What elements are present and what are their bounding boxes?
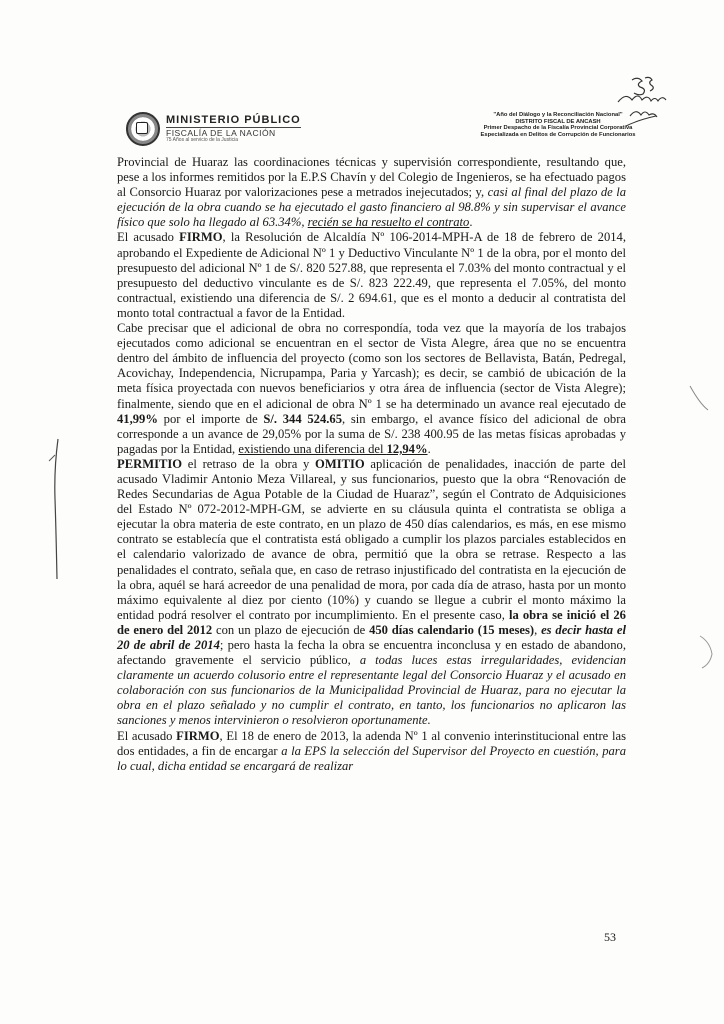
text-run: , El 18 de enero de 2013, la adenda Nº 1 al convenio interinstitucional entre las dos entidades, a fin de encargar bbox=[117, 728, 626, 758]
text-run: FIRMO bbox=[179, 230, 223, 245]
text-run: existiendo una diferencia del bbox=[238, 441, 387, 456]
logo-title: MINISTERIO PÚBLICO bbox=[166, 114, 301, 127]
page-number: 53 bbox=[604, 930, 616, 944]
text-run: Cabe precisar que el adicional de obra no correspondía, toda vez que la mayoría de los trabajos ejecutados como adicional se encuentran en el sector de Vista Alegre, área que no se encuentra dentro del ámbito de influencia del proyecto (como son los sectores de Bellavista, Batán, Pedregal, Acovichay, Independencia, Nicrupampa, Paria y Yarcash); es decir, se cambió de ubicación de la meta física proyectada con nuevos beneficiarios y otra área de influencia (sector de Vista Alegre); finalmente, siendo que en el adicional de obra Nº 1 se ha determinado un avance real ejecutado de bbox=[117, 321, 626, 411]
text-run: casi al final del plazo de la ejecución de la obra cuando se ha ejecutado el gasto financiero al 98.8% y sin supervisar el avance físico que solo ha llegado al 63.34%, bbox=[117, 185, 626, 230]
text-run: 450 días calendario (15 meses) bbox=[369, 622, 535, 637]
text-run: a la EPS la selección del Supervisor del Proyecto en cuestión, para lo cual, dicha entidad se encargará de realizar bbox=[117, 743, 627, 773]
logo-tagline: 75 Años al servicio de la Justicia bbox=[166, 136, 238, 143]
text-run: PERMITIO bbox=[117, 456, 183, 471]
paragraph bbox=[117, 321, 626, 457]
text-run: El acusado bbox=[117, 728, 177, 743]
paragraph bbox=[117, 230, 626, 321]
text-run: recién se ha resuelto el contrato bbox=[307, 215, 470, 230]
paragraph bbox=[117, 457, 626, 729]
text-run: a todas luces estas irregularidades, evidencian claramente un acuerdo colusorio entre el representante legal del Consorcio Huaraz y el acusado en colaboración con sus funcionarios de la Municipalidad Provincial de Huaraz, para no ejecutar la obra en el plazo señalado y no cumplir el contrato, en tanto, los funcionarios no aplicaron las sanciones y menos intervinieron o resolvieron oportunamente. bbox=[117, 653, 626, 728]
paragraph bbox=[117, 729, 626, 774]
text-run: 12,94% bbox=[386, 441, 428, 456]
text-run: Provincial de Huaraz las coordinaciones técnicas y supervisión correspondiente, resultando que, pese a los informes remitidos por la E.P.S Chavín y del Colegio de Ingenieros, se ha efectuado pagos al Consorcio Huaraz por valorizaciones pese a metrados inejecutados; y, bbox=[117, 155, 626, 200]
text-run: S/. 344 524.65 bbox=[263, 411, 342, 426]
body-text bbox=[117, 155, 626, 774]
text-run: OMITIO bbox=[315, 456, 365, 471]
text-run: , bbox=[534, 622, 542, 637]
text-run: es decir hasta el 20 de abril de 2014 bbox=[117, 622, 627, 652]
margin-pen-stroke bbox=[40, 435, 70, 585]
header-specialty: Especializada en Delitos de Corrupción de Funcionarios bbox=[480, 131, 636, 138]
text-run: FIRMO bbox=[176, 728, 220, 743]
header-year-motto: "Año del Diálogo y la Reconciliación Nacional" bbox=[493, 112, 623, 118]
header-office: Primer Despacho de la Fiscalía Provincial Corporativa bbox=[483, 125, 633, 132]
text-run: El acusado bbox=[117, 230, 180, 245]
text-run: el retraso de la obra y bbox=[182, 456, 316, 471]
text-run: ; pero hasta la fecha la obra se encuentra inconclusa y en estado de abandono, afectando gravemente el servicio público, bbox=[117, 638, 626, 668]
text-run: la obra se inició el 26 de enero del 2012 bbox=[117, 607, 626, 637]
text-run: . bbox=[427, 441, 431, 456]
seal-icon bbox=[126, 112, 160, 146]
header-district: DISTRITO FISCAL DE ANCASH bbox=[515, 118, 601, 125]
text-run: con un plazo de ejecución de bbox=[212, 622, 370, 637]
logo-subtitle: FISCALÍA DE LA NACIÓN bbox=[166, 127, 301, 138]
scan-artifact-mark bbox=[696, 632, 720, 672]
ministerio-publico-logo bbox=[126, 112, 301, 146]
text-run: , sin embargo, el avance físico del adicional de obra corresponde a un avance de 29,05% por la suma de S/. 238 400.95 de las metas físicas aprobadas y pagadas por la Entidad, bbox=[117, 411, 626, 456]
text-run: 41,99% bbox=[117, 411, 158, 426]
text-run: por el importe de bbox=[157, 411, 264, 426]
scan-artifact-mark bbox=[684, 380, 714, 420]
text-run: , la Resolución de Alcaldía Nº 106-2014-MPH-A de 18 de febrero de 2014, aprobando el Expediente de Adicional Nº 1 y Deductivo Vinculante Nº 1 de la obra, por el monto del presupuesto del adicional Nº 1 de S/. 820 527.88, que representa el 7.03% del monto contractual y el presupuesto del deductivo vinculante es de S/. 823 222.49, que representa el 7.05%, del monto contractual, existiendo una diferencia de S/. 2 694.61, que es el monto a deducir al contratista del monto total contractual a favor de la Entidad. bbox=[117, 230, 626, 320]
handwritten-folio-stamp bbox=[612, 72, 672, 132]
text-run: . bbox=[469, 215, 473, 230]
paragraph bbox=[117, 155, 626, 230]
text-run: aplicación de penalidades, inacción de parte del acusado Vladimir Antonio Meza Villareal, y sus funcionarios, puesto que la obra “Renovación de Redes Secundarias de Agua Potable de la Ciudad de Huaraz”, según el Contrato de Adquisiciones del Estado Nº 072-2012-MPH-GM, se advierte en su cláusula quinta el contratista se obliga a ejecutar la obra materia de este contrato, en un plazo de 450 días calendarios, es más, en ese mismo contrato se establecía que el contratista está obligado a cumplir los plazos parciales establecidos en el calendario valorizado de avance de obra, permitió que la obra se retrase. Respecto a las penalidades el contrato, señala que, en caso de retraso injustificado del contratista en la ejecución de la obra, aquél se hará acreedor de una penalidad de mora, por cada día de atraso, hasta por un monto máximo equivalente al diez por ciento (10%) y cuando se llegue a cubrir el monto máximo la entidad podrá resolver el contrato por incumplimiento. En el presente caso, bbox=[117, 456, 626, 622]
